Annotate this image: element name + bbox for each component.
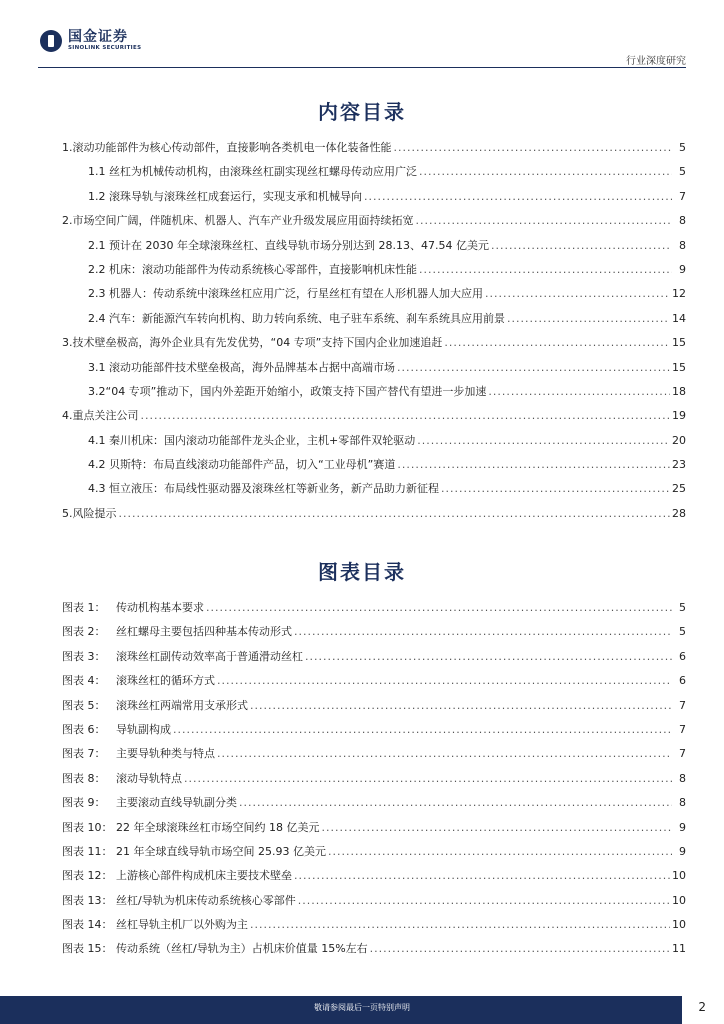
dot-leader — [250, 694, 672, 718]
toc-entry[interactable] — [62, 453, 686, 477]
page-footer — [0, 996, 724, 1024]
figure-entry-page: 5 — [679, 625, 686, 639]
toc-entry[interactable] — [62, 209, 686, 233]
figure-entry-label: 图表 14： — [62, 918, 113, 932]
figure-entry-page: 7 — [679, 698, 686, 712]
figure-entry-page: 7 — [679, 747, 686, 761]
toc-entry-text: 1.1 丝杠为机械传动机构，由滚珠丝杠副实现丝杠螺母传动应用广泛 — [88, 165, 417, 179]
dot-leader — [119, 502, 671, 526]
toc-entry[interactable] — [62, 477, 686, 501]
figure-entry-label: 图表 15： — [62, 942, 113, 956]
figure-entry-text: 丝杠/导轨为机床传动系统核心零部件 — [116, 893, 296, 907]
toc-entry-page: 15 — [672, 336, 686, 350]
dot-leader — [294, 620, 672, 644]
figure-entry-text: 滚珠丝杠副传动效率高于普通滑动丝杠 — [116, 649, 303, 663]
toc-entry[interactable] — [62, 429, 686, 453]
dot-leader — [328, 840, 672, 864]
dot-leader — [294, 864, 670, 888]
dot-leader — [305, 645, 672, 669]
dot-leader — [417, 429, 670, 453]
figure-entry-text: 导轨副构成 — [116, 722, 171, 736]
figure-entry-label: 图表 7： — [62, 747, 106, 761]
dot-leader — [141, 404, 671, 428]
logo-icon — [40, 30, 62, 52]
toc-entry-page: 8 — [679, 238, 686, 252]
figure-entry-text: 滚动导轨特点 — [116, 771, 182, 785]
figure-entry-page: 9 — [679, 820, 686, 834]
figure-entry-label: 图表 1： — [62, 601, 106, 614]
toc-entry-text: 3.技术壁垒极高，海外企业具有先发优势，“04 专项”支持下国内企业加速追赶 — [62, 336, 443, 350]
figure-entry-label: 图表 4： — [62, 674, 106, 688]
toc-entry-page: 20 — [672, 433, 686, 447]
dot-leader — [491, 234, 672, 258]
figure-entry-label: 图表 3： — [62, 649, 106, 663]
toc-entry-page: 7 — [679, 189, 686, 203]
figure-entry[interactable] — [62, 889, 686, 913]
figure-entry-label: 图表 10： — [62, 820, 113, 834]
dot-leader — [184, 767, 672, 791]
page-number: 2 — [698, 1000, 706, 1014]
figure-entry[interactable] — [62, 864, 686, 888]
dot-leader — [250, 913, 670, 937]
dot-leader — [488, 380, 670, 404]
toc-entry-text: 4.重点关注公司 — [62, 409, 139, 423]
figure-entry[interactable] — [62, 742, 686, 766]
dot-leader — [507, 307, 670, 331]
figure-entry-label: 图表 12： — [62, 869, 113, 883]
toc-entry-page: 25 — [672, 482, 686, 496]
figure-entry-page: 8 — [679, 796, 686, 810]
figure-entry[interactable] — [62, 840, 686, 864]
dot-leader — [298, 889, 670, 913]
toc-entry-page: 23 — [672, 458, 686, 472]
figure-entry-page: 9 — [679, 844, 686, 858]
figure-entry[interactable] — [62, 718, 686, 742]
figure-list-title: 图表目录 — [318, 560, 406, 584]
figure-entry-text: 传动机构基本要求 — [116, 601, 204, 614]
toc-entry[interactable] — [62, 234, 686, 258]
toc-entry-text: 2.3 机器人：传动系统中滚珠丝杠应用广泛，行星丝杠有望在人形机器人加大应用 — [88, 287, 483, 301]
figure-entry[interactable] — [62, 694, 686, 718]
figure-entry-page: 10 — [672, 869, 686, 883]
toc-entry-page: 8 — [679, 214, 686, 228]
figure-entry[interactable] — [62, 767, 686, 791]
dot-leader — [441, 477, 670, 501]
dot-leader — [364, 185, 672, 209]
toc-entry-text: 1.2 滚珠导轨与滚珠丝杠成套运行，实现支承和机械导向 — [88, 189, 362, 203]
figure-entry-page: 5 — [679, 601, 686, 614]
figure-entry-text: 丝杠导轨主机厂以外购为主 — [116, 918, 248, 932]
toc-entry[interactable] — [62, 258, 686, 282]
page-header — [0, 0, 724, 70]
toc-entry-text: 4.2 贝斯特：布局直线滚动功能部件产品，切入“工业母机”赛道 — [88, 458, 396, 472]
toc-entry-text: 5.风险提示 — [62, 506, 117, 520]
dot-leader — [217, 742, 672, 766]
toc-title: 内容目录 — [318, 100, 406, 124]
toc-entry-text: 1.滚动功能部件为核心传动部件，直接影响各类机电一体化装备性能 — [62, 141, 392, 154]
figure-entry[interactable] — [62, 816, 686, 840]
toc-entry-text: 4.1 秦川机床：国内滚动功能部件龙头企业，主机+零部件双轮驱动 — [88, 433, 416, 447]
dot-leader — [485, 282, 670, 306]
toc-entry[interactable] — [62, 331, 686, 355]
toc-entry-page: 19 — [672, 409, 686, 423]
figure-entry[interactable] — [62, 620, 686, 644]
figure-entry[interactable] — [62, 645, 686, 669]
toc-entry-page: 12 — [672, 287, 686, 301]
toc-entry-text: 3.1 滚动功能部件技术壁垒极高，海外品牌基本占据中高端市场 — [88, 360, 395, 374]
dot-leader — [444, 331, 670, 355]
figure-entry[interactable] — [62, 913, 686, 937]
toc-entry[interactable] — [62, 160, 686, 184]
figure-entry-text: 丝杠螺母主要包括四种基本传动形式 — [116, 625, 292, 639]
toc-entry-text: 2.市场空间广阔，伴随机床、机器人、汽车产业升级发展应用面持续拓宽 — [62, 214, 414, 228]
toc-entry[interactable] — [62, 185, 686, 209]
header-divider — [38, 67, 686, 68]
figure-entry-text: 22 年全球滚珠丝杠市场空间约 18 亿美元 — [116, 820, 320, 834]
dot-leader — [239, 791, 672, 815]
toc-entry-page: 14 — [672, 311, 686, 325]
toc-entry-text: 2.2 机床：滚动功能部件为传动系统核心零部件，直接影响机床性能 — [88, 262, 417, 276]
figure-entry-page: 10 — [672, 918, 686, 932]
toc-entry-page: 18 — [672, 384, 686, 398]
logo-cn-text: 国金证券 — [68, 29, 128, 45]
toc-entry-text: 2.1 预计在 2030 年全球滚珠丝杠、直线导轨市场分别达到 28.13、47.54 亿美元 — [88, 238, 489, 252]
toc-entry-page: 9 — [679, 262, 686, 276]
dot-leader — [397, 453, 670, 477]
figure-entry-page: 10 — [672, 893, 686, 907]
toc-entry-page: 5 — [679, 165, 686, 179]
toc-entry[interactable] — [62, 356, 686, 380]
toc-entry[interactable] — [62, 307, 686, 331]
brand-logo — [40, 30, 141, 52]
figure-entry-label: 图表 9： — [62, 796, 106, 810]
figure-entry-text: 主要滚动直线导轨副分类 — [116, 796, 237, 810]
toc-entry-page: 5 — [679, 141, 686, 154]
dot-leader — [217, 669, 672, 693]
figure-entry-page: 7 — [679, 722, 686, 736]
figure-entry[interactable] — [62, 596, 686, 620]
figure-entry[interactable] — [62, 791, 686, 815]
toc-entry-text: 3.2“04 专项”推动下，国内外差距开始缩小，政策支持下国产替代有望进一步加速 — [88, 384, 487, 398]
figure-entry-label: 图表 8： — [62, 771, 106, 785]
figure-entry-text: 滚珠丝杠两端常用支承形式 — [116, 698, 248, 712]
toc-entry-page: 15 — [672, 360, 686, 374]
figure-entry-label: 图表 13： — [62, 893, 113, 907]
dot-leader — [370, 937, 670, 961]
figure-entry-page: 8 — [679, 771, 686, 785]
figure-entry-label: 图表 5： — [62, 698, 106, 712]
toc-list — [62, 136, 686, 526]
dot-leader — [419, 258, 672, 282]
dot-leader — [173, 718, 672, 742]
figure-entry-text: 传动系统（丝杠/导轨为主）占机床价值量 15%左右 — [116, 942, 368, 956]
figure-list — [62, 596, 686, 962]
toc-entry[interactable] — [62, 380, 686, 404]
figure-entry[interactable] — [62, 669, 686, 693]
logo-en-text: SINOLINK SECURITIES — [68, 45, 142, 51]
report-type-label: 行业深度研究 — [626, 56, 686, 67]
dot-leader — [419, 160, 672, 184]
dot-leader — [394, 136, 673, 160]
figure-entry-text: 21 年全球直线导轨市场空间 25.93 亿美元 — [116, 844, 326, 858]
toc-entry-page: 28 — [672, 506, 686, 520]
dot-leader — [416, 209, 673, 233]
dot-leader — [206, 596, 672, 620]
toc-entry-text: 2.4 汽车：新能源汽车转向机构、助力转向系统、电子驻车系统、刹车系统具应用前景 — [88, 311, 505, 325]
figure-entry-page: 11 — [672, 942, 686, 956]
dot-leader — [321, 816, 672, 840]
figure-entry-label: 图表 11： — [62, 844, 113, 858]
figure-entry-label: 图表 6： — [62, 722, 106, 736]
figure-entry-label: 图表 2： — [62, 625, 106, 639]
figure-entry-page: 6 — [679, 649, 686, 663]
toc-entry[interactable] — [62, 282, 686, 306]
figure-entry-page: 6 — [679, 674, 686, 688]
toc-entry[interactable] — [62, 502, 686, 526]
figure-entry-text: 上游核心部件构成机床主要技术壁垒 — [116, 869, 292, 883]
footer-disclaimer: 敬请参阅最后一页特别声明 — [314, 1003, 410, 1012]
figure-entry[interactable] — [62, 937, 686, 961]
figure-entry-text: 主要导轨种类与特点 — [116, 747, 215, 761]
figure-entry-text: 滚珠丝杠的循环方式 — [116, 674, 215, 688]
dot-leader — [397, 356, 670, 380]
toc-entry[interactable] — [62, 136, 686, 160]
toc-entry-text: 4.3 恒立液压：布局线性驱动器及滚珠丝杠等新业务，新产品助力新征程 — [88, 482, 439, 496]
toc-entry[interactable] — [62, 404, 686, 428]
